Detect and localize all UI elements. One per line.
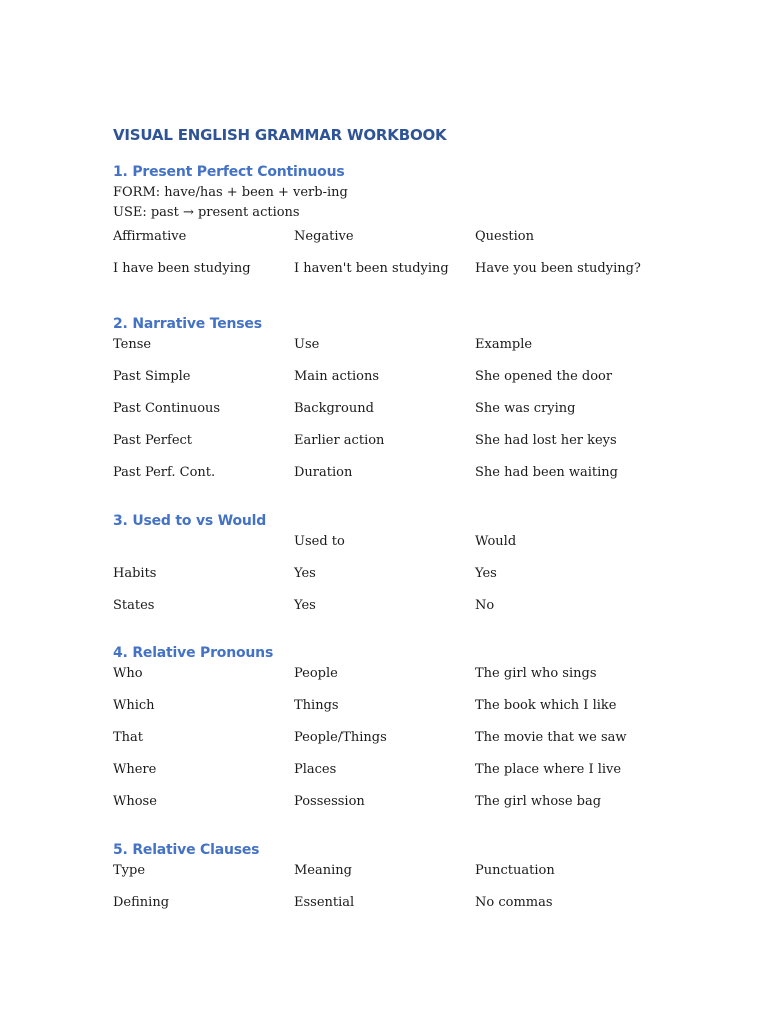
section-heading: 1. Present Perfect Continuous <box>113 164 345 180</box>
table-row <box>113 728 673 760</box>
table-cell: Duration <box>294 465 353 480</box>
table-cell: Whose <box>113 794 157 809</box>
table-cell: The place where I live <box>475 762 622 777</box>
table-cell: Used to <box>294 534 345 549</box>
table-cell: Past Perfect <box>113 433 193 448</box>
table-cell: She opened the door <box>475 369 613 384</box>
table-cell: Possession <box>294 794 365 809</box>
table-cell: Places <box>294 762 337 777</box>
table-cell: Which <box>113 698 155 713</box>
section-used-to-vs-would <box>113 510 673 628</box>
table-row <box>113 596 673 628</box>
table-cell: Background <box>294 401 374 416</box>
table-cell: Type <box>113 863 146 878</box>
table-header-row <box>113 861 673 893</box>
table-cell: No <box>475 598 495 613</box>
table-cell: Past Simple <box>113 369 191 384</box>
table-cell: Where <box>113 762 157 777</box>
table-cell: People/Things <box>294 730 387 745</box>
table-cell: The book which I like <box>475 698 617 713</box>
table-cell: Past Perf. Cont. <box>113 465 216 480</box>
table-cell: The girl who sings <box>475 666 597 681</box>
table-cell: Question <box>475 229 534 244</box>
table-cell: Tense <box>113 337 152 352</box>
table-cell: Earlier action <box>294 433 385 448</box>
table-cell: Habits <box>113 566 157 581</box>
table-cell: Main actions <box>294 369 380 384</box>
table-cell: Punctuation <box>475 863 555 878</box>
table-cell: The girl whose bag <box>475 794 602 809</box>
table-cell: Past Continuous <box>113 401 221 416</box>
use-line: USE: past → present actions <box>113 205 300 220</box>
table-cell: Yes <box>475 566 497 581</box>
table-row <box>113 431 673 463</box>
table-cell: States <box>113 598 155 613</box>
table-row <box>113 463 673 495</box>
table-cell: Yes <box>294 598 316 613</box>
section-relative-pronouns <box>113 642 673 824</box>
section-present-perfect-continuous <box>113 161 673 291</box>
table-cell: She was crying <box>475 401 576 416</box>
table-cell: No commas <box>475 895 553 910</box>
table-row <box>113 893 673 925</box>
section-narrative-tenses <box>113 313 673 495</box>
table-cell: Essential <box>294 895 355 910</box>
table-cell: Affirmative <box>113 229 187 244</box>
section-heading: 4. Relative Pronouns <box>113 645 274 661</box>
table-row <box>113 399 673 431</box>
document-title: VISUAL ENGLISH GRAMMAR WORKBOOK <box>113 126 447 144</box>
table-row <box>113 664 673 696</box>
table-cell: Use <box>294 337 320 352</box>
table-cell: Have you been studying? <box>475 261 641 276</box>
form-line: FORM: have/has + been + verb-ing <box>113 185 348 200</box>
section-heading: 2. Narrative Tenses <box>113 316 262 332</box>
table-cell: Negative <box>294 229 354 244</box>
table-cell: Who <box>113 666 143 681</box>
table-cell <box>113 532 294 564</box>
table-header-row <box>113 532 673 564</box>
table-cell: Meaning <box>294 863 352 878</box>
table-header-row <box>113 227 673 259</box>
table-cell: Defining <box>113 895 170 910</box>
table-cell: People <box>294 666 338 681</box>
table-cell: She had been waiting <box>475 465 619 480</box>
table-row <box>113 564 673 596</box>
table-header-row <box>113 335 673 367</box>
table-cell: The movie that we saw <box>475 730 627 745</box>
table-row <box>113 760 673 792</box>
table-cell: Things <box>294 698 339 713</box>
table-row <box>113 696 673 728</box>
table-cell: I have been studying <box>113 261 251 276</box>
table-cell: She had lost her keys <box>475 433 617 448</box>
table-row <box>113 259 673 291</box>
table-cell: I haven't been studying <box>294 261 449 276</box>
section-heading: 5. Relative Clauses <box>113 842 260 858</box>
table-row <box>113 792 673 824</box>
section-heading: 3. Used to vs Would <box>113 513 267 529</box>
table-cell: Yes <box>294 566 316 581</box>
table-cell: That <box>113 730 144 745</box>
table-cell: Example <box>475 337 533 352</box>
section-relative-clauses <box>113 839 673 925</box>
table-row <box>113 367 673 399</box>
table-cell: Would <box>475 534 517 549</box>
